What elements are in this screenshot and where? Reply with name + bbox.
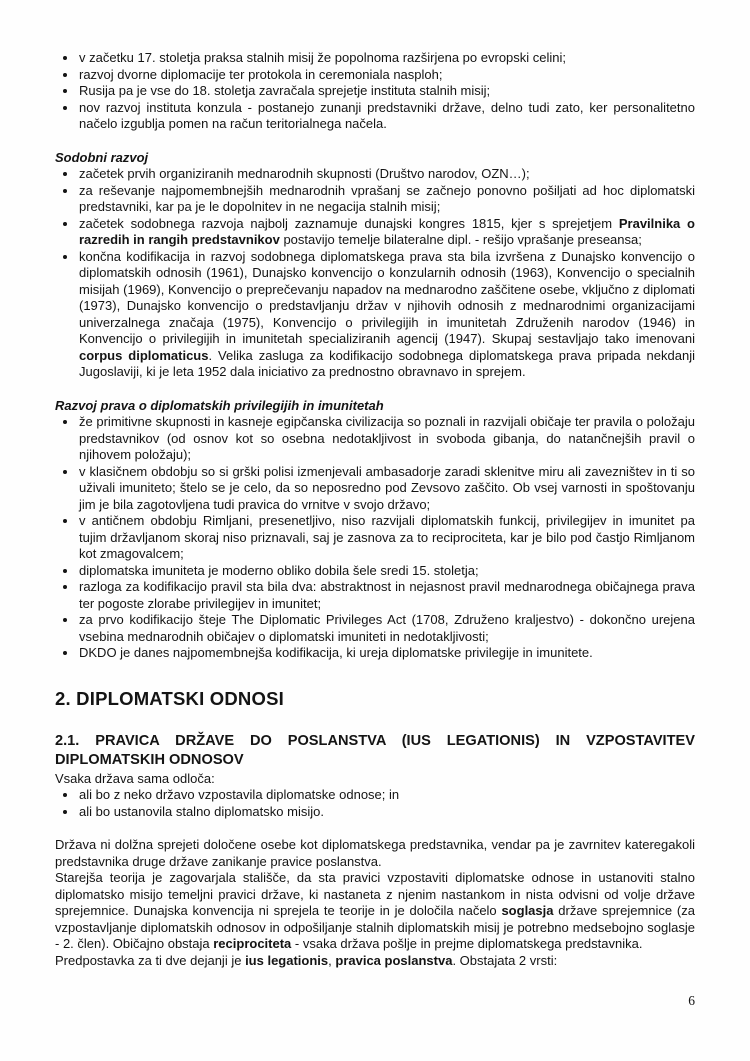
- bullet-item: • za prvo kodifikacijo šteje The Diplomatic Privileges Act (1708, Združeno kraljestvo) - dokončno urejena vsebina mednarodnih običajev o diplomatski imuniteti in nedotakljivosti;: [78, 612, 695, 645]
- page-number: 6: [688, 993, 695, 1008]
- bullet-item: • razvoj dvorne diplomacije ter protokola in ceremoniala nasploh;: [78, 67, 695, 84]
- bullet-item: • nov razvoj instituta konzula - postanejo zunanji predstavniki države, delno tudi zato, ker personalitetno načelo izgublja pomen na račun teritorialnega načela.: [78, 100, 695, 133]
- bullet-item: • Rusija pa je vse do 18. stoletja zavračala sprejetje instituta stalnih misij;: [78, 83, 695, 100]
- section21-bullet-list: [55, 787, 695, 820]
- bullet-item: • začetek sodobnega razvoja najbolj zaznamuje dunajski kongres 1815, kjer s sprejetjem Pravilnika o razredih in rangih predstavnikov postavijo temelje bilateralne dipl. - rešijo vprašanje preseansa;: [78, 216, 695, 249]
- bullet-item: • diplomatska imuniteta je moderno obliko dobila šele sredi 15. stoletja;: [78, 563, 695, 580]
- section-heading-sodobni-razvoj: Sodobni razvoj: [55, 149, 149, 165]
- intro-bullet-list: [55, 50, 695, 133]
- section-gap: [55, 820, 695, 837]
- bullet-item: • v začetku 17. stoletja praksa stalnih misij že popolnoma razširjena po evropski celini;: [78, 50, 695, 67]
- razvoj-prava-bullet-list: [55, 414, 695, 662]
- paragraph: Predpostavka za ti dve dejanji je ius legationis, pravica poslanstva. Obstajata 2 vrsti:: [55, 952, 558, 968]
- section-gap: [55, 133, 695, 150]
- section-heading-razvoj-prava: Razvoj prava o diplomatskih privilegijih in imunitetah: [55, 397, 384, 413]
- subsection-heading-2-1: 2.1. PRAVICA DRŽAVE DO POSLANSTVA (IUS LEGATIONIS) IN VZPOSTAVITEV DIPLOMATSKIH ODNOSOV: [55, 732, 695, 768]
- bullet-item: • v klasičnem obdobju so si grški polisi izmenjevali ambasadorje zaradi sklenitve miru ali zavezništev in ti so uživali imuniteto; štelo se je celo, da so neposredno pod Zevsovo zaščito. Ob vsej varnosti in spoštovanju jim je bila zagotovljena tudi pravica do vrnitve v svojo državo;: [78, 464, 695, 514]
- paragraph: Država ni dolžna sprejeti določene osebe kot diplomatskega predstavnika, vendar pa je zavrnitev kateregakoli predstavnika druge države zanikanje pravice poslanstva.: [55, 837, 695, 869]
- sodobni-bullet-list: [55, 166, 695, 381]
- paragraph: Starejša teorija je zagovarjala stališče, da sta pravici vzpostaviti diplomatske odnose in ustanoviti stalno diplomatsko misijo temeljni pravici države, ki nastaneta z njenim nastankom in nista odvisni od volje države sprejemnice. Dunajska konvencija ni sprejela te teorije in je določila načelo soglasja države sprejemnice (za vzpostavljanje diplomatskih odnosov in odpošiljanje stalnih diplomatskih misij je potrebno medsebojno soglasje - 2. člen). Običajno obstaja reciprociteta - vsaka država pošlje in prejme diplomatskega predstavnika.: [55, 870, 695, 951]
- bullet-item: • končna kodifikacija in razvoj sodobnega diplomatskega prava sta bila izvršena z Dunajsko konvencijo o diplomatskih odnosih (1961), Dunajsko konvencijo o konzularnih odnosih (1963), Konvencijo o specialnih misijah (1969), Konvencijo o preprečevanju napadov na mednarodno zaščitene osebe, vključno z diplomati (1973), Dunajsko konvencijo o predstavljanju držav v njihovih odnosih z mednarodnimi organizacijami univerzalnega značaja (1975), Konvencijo o privilegijih in imunitetah Združenih narodov (1946) in Konvencijo o privilegijih in imunitetah specializiranih agencij (1947). Skupaj sestavljajo tako imenovani corpus diplomaticus. Velika zasluga za kodifikacijo sodobnega diplomatskega prava pripada nekdanji Jugoslaviji, ki je leta 1952 dala iniciativo za prednostno obravnavo in sprejem.: [78, 249, 695, 381]
- lead-paragraph: Vsaka država sama odloča:: [55, 770, 215, 786]
- bullet-item: • razloga za kodifikacijo pravil sta bila dva: abstraktnost in nejasnost pravil mednarodnega običajnega prava ter pogoste zlorabe privilegijev in imunitet;: [78, 579, 695, 612]
- bullet-item: • v antičnem obdobju Rimljani, presenetljivo, niso razvijali diplomatskih funkcij, privilegijev in imunitet pa tujim državljanom skoraj niso priznavali, saj je zasnova za to reciprociteta, kar je bilo pod častjo Rimljanom kot zmagovalcem;: [78, 513, 695, 563]
- bullet-item: • ali bo ustanovila stalno diplomatsko misijo.: [78, 804, 695, 821]
- bullet-item: • za reševanje najpomembnejših mednarodnih vprašanj se začnejo ponovno pošiljati ad hoc diplomatski predstavniki, kar pa je le dopolnitev in ne negacija stalnih misij;: [78, 183, 695, 216]
- bullet-item: • začetek prvih organiziranih mednarodnih skupnosti (Društvo narodov, OZN…);: [78, 166, 695, 183]
- bullet-item: • že primitivne skupnosti in kasneje egipčanska civilizacija so poznali in razvijali običaje ter pravila o položaju predstavnikov (od osnov kot so osebna nedotakljivost in svoboda gibanja, do natančnejših pravil o njihovem položaju);: [78, 414, 695, 464]
- section-gap: [55, 381, 695, 398]
- chapter-heading-diplomatski-odnosi: 2. DIPLOMATSKI ODNOSI: [55, 687, 284, 709]
- bullet-item: • DKDO je danes najpomembnejša kodifikacija, ki ureja diplomatske privilegije in imunitete.: [78, 645, 695, 662]
- bullet-item: • ali bo z neko državo vzpostavila diplomatske odnose; in: [78, 787, 695, 804]
